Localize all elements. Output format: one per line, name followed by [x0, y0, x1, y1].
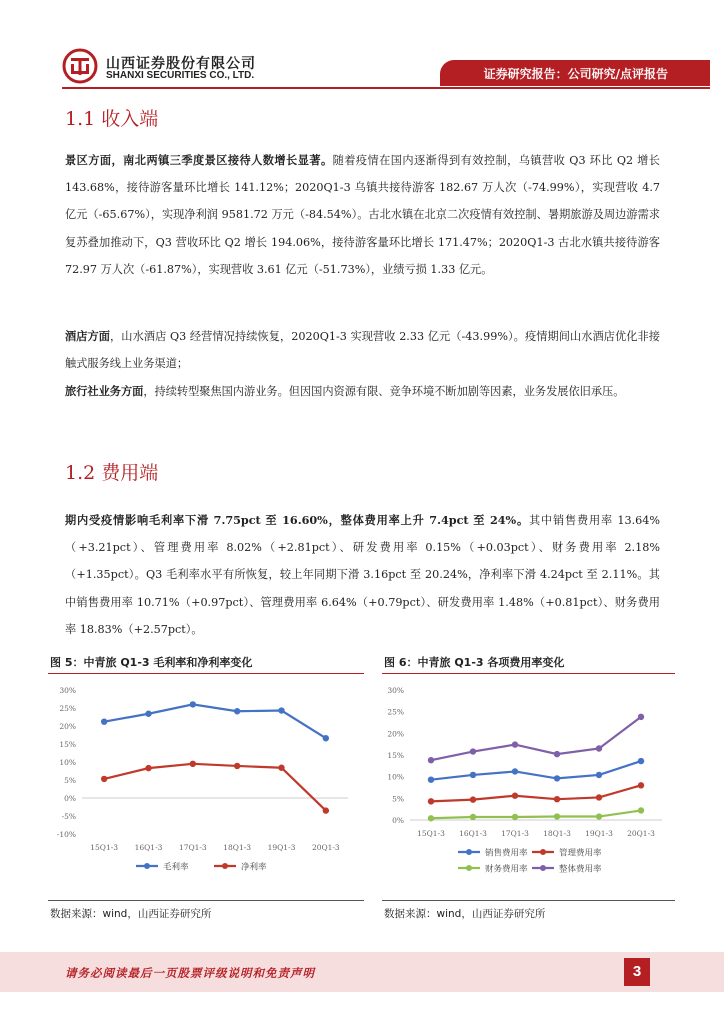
series-line-1 — [104, 704, 326, 738]
y-tick-label: 10% — [387, 772, 404, 782]
x-tick-label: 20Q1-3 — [311, 843, 340, 852]
legend-label: 整体费用率 — [559, 864, 602, 875]
paragraph-body: ，持续转型聚焦国内游业务。但因国内资源有限、竞争环境不断加剧等因素，业务发展依旧承压。 — [143, 385, 625, 398]
section-title-income: 1.1 收入端 — [65, 108, 159, 130]
legend-marker — [466, 849, 472, 855]
data-point — [512, 768, 518, 774]
series-line-2 — [431, 785, 641, 801]
data-point — [145, 765, 151, 771]
y-tick-label: 15% — [59, 740, 76, 749]
data-point — [554, 796, 560, 802]
data-point — [596, 794, 602, 800]
x-tick-label: 16Q1-3 — [134, 843, 163, 852]
report-type: 证券研究报告：公司研究/点评报告 — [483, 67, 668, 81]
page-number: 3 — [624, 958, 650, 986]
data-point — [278, 707, 284, 713]
data-point — [638, 714, 644, 720]
paragraph-expense — [65, 507, 660, 643]
paragraph-scenic — [65, 147, 660, 283]
section-title-expense: 1.2 费用端 — [65, 462, 159, 484]
data-point — [278, 765, 284, 771]
x-tick-label: 19Q1-3 — [585, 829, 613, 838]
y-tick-label: 30% — [59, 686, 76, 695]
data-point — [234, 763, 240, 769]
figure-5-source-rule — [48, 900, 364, 901]
data-point — [101, 718, 107, 724]
figure-6-chart — [382, 676, 675, 898]
y-tick-label: 30% — [387, 686, 404, 695]
y-tick-label: 25% — [387, 707, 404, 717]
y-tick-label: 20% — [59, 722, 76, 731]
data-point — [101, 776, 107, 782]
figure-5-chart — [48, 676, 364, 898]
paragraph-hotel — [65, 323, 660, 377]
paragraph-lead: 期内受疫情影响毛利率下滑 7.75pct 至 16.60%，整体费用率上升 7.4pct 至 24%。 — [65, 513, 529, 527]
legend-marker — [540, 865, 546, 871]
data-point — [554, 751, 560, 757]
legend-marker — [540, 849, 546, 855]
x-tick-label: 15Q1-3 — [90, 843, 119, 852]
paragraph-lead: 酒店方面 — [65, 329, 111, 343]
x-tick-label: 17Q1-3 — [501, 829, 529, 838]
x-tick-label: 19Q1-3 — [267, 843, 296, 852]
figure-5-caption: 图 5：中青旅 Q1-3 毛利率和净利率变化 — [50, 656, 253, 669]
data-point — [638, 782, 644, 788]
shanxi-securities-logo-icon — [62, 48, 98, 84]
company-name-cn: 山西证券股份有限公司 — [106, 56, 256, 72]
legend-marker — [466, 865, 472, 871]
data-point — [190, 761, 196, 767]
data-point — [234, 708, 240, 714]
data-point — [323, 735, 329, 741]
data-point — [428, 777, 434, 783]
x-tick-label: 17Q1-3 — [178, 843, 207, 852]
data-point — [554, 775, 560, 781]
data-point — [428, 815, 434, 821]
paragraph-body: ，山水酒店 Q3 经营情况持续恢复，2020Q1-3 实现营收 2.33 亿元（-43.99%）。疫情期间山水酒店优化非接触式服务线上业务渠道； — [65, 330, 660, 371]
y-tick-label: 5% — [64, 776, 76, 785]
paragraph-body: 其中销售费用率 13.64%（+3.21pct）、管理费用率 8.02%（+2.81pct）、研发费用率 0.15%（+0.03pct）、财务费用率 2.18%（+1.35pct）。Q3 毛利率水平有所恢复，较上年同期下滑 3.16pct 至 20.24%，净利率下滑 4.24pct 至 2.11%。其中销售费用率 10.71%（+0.97pct）、管理费用率 6.64%（+0.79pct）、研发费用率 1.48%（+0.81pct）、财务费用率 18.83%（+2.57pct）。 — [65, 514, 660, 636]
y-tick-label: 0% — [64, 794, 76, 803]
company-name-en: SHANXI SECURITIES CO., LTD. — [106, 70, 255, 81]
figure-6-source-rule — [382, 900, 675, 901]
paragraph-lead: 旅行社业务方面 — [65, 384, 144, 398]
paragraph-body: 随着疫情在国内逐渐得到有效控制，乌镇营收 Q3 环比 Q2 增长 143.68%，接待游客量环比增长 141.12%；2020Q1-3 乌镇共接待游客 182.67 万人次（-74.99%），实现营收 4.7 亿元（-65.67%），实现净利润 9581.72 万元（-84.54%）。古北水镇在北京二次疫情有效控制、暑期旅游及周边游需求复苏叠加推动下，Q3 营收环比 Q2 增长 194.06%，接待游客量环比增长 171.47%；2020Q1-3 古北水镇共接待游客 72.97 万人次（-61.87%），实现营收 3.61 亿元（-51.73%），业绩亏损 1.33 亿元。 — [65, 154, 660, 276]
y-tick-label: 25% — [59, 704, 76, 713]
data-point — [512, 741, 518, 747]
y-tick-label: 15% — [387, 751, 404, 760]
figure-6-caption: 图 6：中青旅 Q1-3 各项费用率变化 — [384, 656, 565, 669]
figure-6-rule — [382, 673, 675, 674]
figure-5-rule — [48, 673, 364, 674]
data-point — [190, 701, 196, 707]
data-point — [512, 814, 518, 820]
data-point — [554, 813, 560, 819]
data-point — [470, 814, 476, 820]
data-point — [145, 711, 151, 717]
data-point — [596, 745, 602, 751]
figure-6-source: 数据来源：wind，山西证券研究所 — [384, 908, 546, 920]
x-tick-label: 18Q1-3 — [223, 843, 252, 852]
data-point — [428, 757, 434, 763]
paragraph-lead: 景区方面，南北两镇三季度景区接待人数增长显著。 — [65, 153, 333, 167]
data-point — [596, 772, 602, 778]
y-tick-label: 5% — [392, 794, 404, 804]
data-point — [470, 796, 476, 802]
x-tick-label: 18Q1-3 — [543, 829, 571, 838]
legend-label: 销售费用率 — [485, 848, 528, 859]
data-point — [638, 807, 644, 813]
legend-marker — [222, 863, 228, 869]
y-tick-label: -5% — [61, 812, 76, 821]
data-point — [470, 772, 476, 778]
data-point — [323, 807, 329, 813]
legend-label: 净利率 — [241, 862, 267, 873]
data-point — [512, 793, 518, 799]
x-tick-label: 16Q1-3 — [459, 829, 487, 838]
series-line-4 — [431, 717, 641, 760]
series-line-1 — [431, 761, 641, 780]
y-tick-label: 10% — [59, 758, 76, 767]
paragraph-travel-agency — [65, 378, 660, 405]
legend-label: 毛利率 — [163, 862, 189, 873]
figure-5-source: 数据来源：wind，山西证券研究所 — [50, 908, 212, 920]
data-point — [596, 813, 602, 819]
legend-marker — [144, 863, 150, 869]
footer-disclaimer: 请务必阅读最后一页股票评级说明和免责声明 — [65, 966, 315, 980]
data-point — [428, 798, 434, 804]
x-tick-label: 20Q1-3 — [627, 829, 655, 838]
legend-label: 财务费用率 — [485, 864, 528, 875]
data-point — [638, 758, 644, 764]
page-header — [0, 0, 724, 92]
legend-label: 管理费用率 — [559, 848, 602, 859]
y-tick-label: 20% — [387, 729, 404, 739]
y-tick-label: 0% — [392, 816, 404, 825]
data-point — [470, 748, 476, 754]
header-divider — [62, 87, 710, 89]
series-line-3 — [431, 810, 641, 818]
y-tick-label: -10% — [56, 830, 76, 839]
series-line-2 — [104, 764, 326, 811]
x-tick-label: 15Q1-3 — [417, 829, 445, 838]
